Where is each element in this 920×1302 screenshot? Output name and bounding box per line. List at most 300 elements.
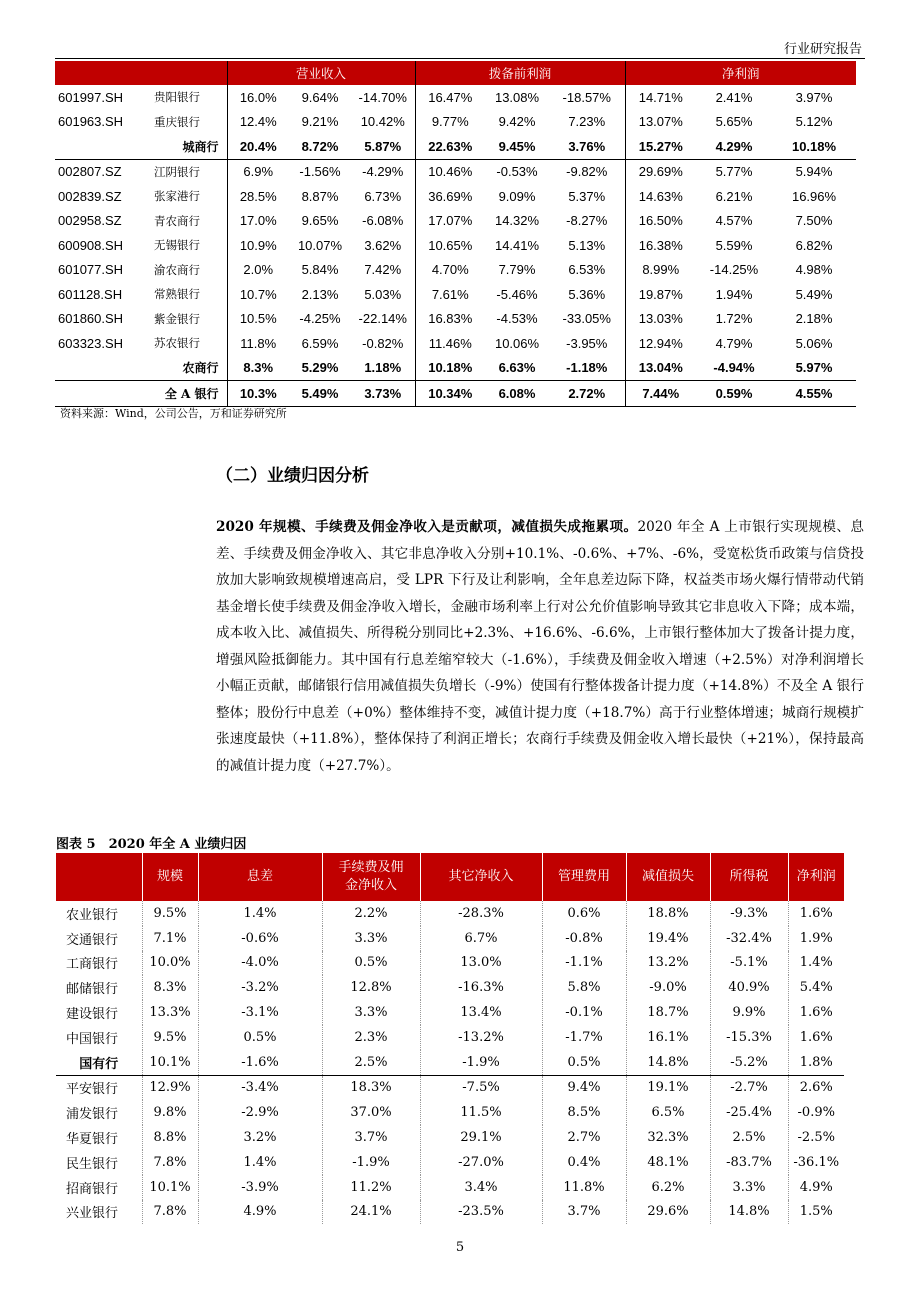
attribution-row	[56, 1025, 844, 1050]
value-cell: 4.29%	[696, 134, 772, 159]
value-cell: 2.41%	[715, 89, 753, 105]
header-blank	[55, 61, 149, 85]
value-cell: -3.9%	[198, 1175, 322, 1200]
value-cell: 12.9%	[142, 1075, 198, 1100]
value-cell: 1.5%	[799, 1204, 833, 1220]
value-cell: 37.0%	[322, 1100, 420, 1125]
value-cell: 3.73%	[351, 381, 415, 407]
paragraph-lead: 2020 年规模、手续费及佣金净收入是贡献项，减值损失成拖累项。	[216, 519, 638, 535]
value-cell: 8.3%	[142, 975, 198, 1000]
value-cell: 8.8%	[142, 1125, 198, 1150]
value-cell: 1.4%	[799, 955, 833, 971]
value-cell: -0.1%	[542, 1000, 626, 1025]
header-blank	[149, 61, 227, 85]
column-header: 息差	[198, 853, 322, 901]
value-cell: -9.82%	[566, 164, 608, 180]
value-cell: 5.37%	[568, 188, 606, 204]
value-cell: 9.8%	[142, 1100, 198, 1125]
value-cell: 10.65%	[415, 233, 485, 258]
stock-code: 002839.SZ	[58, 188, 122, 204]
value-cell: -2.5%	[797, 1130, 835, 1146]
value-cell: -1.1%	[542, 951, 626, 976]
value-cell: -0.82%	[362, 335, 404, 351]
bank-name: 兴业银行	[56, 1200, 142, 1225]
value-cell: 10.18%	[772, 134, 856, 159]
value-cell: 6.82%	[795, 237, 833, 253]
attribution-row	[56, 901, 844, 926]
value-cell: -4.29%	[362, 164, 404, 180]
value-cell: 6.73%	[364, 188, 402, 204]
value-cell: -5.46%	[496, 286, 538, 302]
value-cell: 6.9%	[227, 159, 289, 184]
value-cell: 18.3%	[322, 1075, 420, 1100]
table-row	[55, 282, 856, 307]
stock-code: 600908.SH	[58, 237, 124, 253]
value-cell: 7.61%	[415, 282, 485, 307]
value-cell: 11.8%	[227, 331, 289, 356]
value-cell: -3.95%	[566, 335, 608, 351]
bank-name: 常熟银行	[154, 287, 200, 302]
bank-name: 农业银行	[56, 901, 142, 926]
value-cell: -1.7%	[542, 1025, 626, 1050]
value-cell: 9.42%	[498, 114, 536, 130]
table-group-row	[55, 356, 856, 381]
value-cell: 16.47%	[415, 85, 485, 110]
value-cell: 29.1%	[420, 1125, 542, 1150]
value-cell: 5.65%	[715, 114, 753, 130]
value-cell: -15.3%	[710, 1025, 788, 1050]
value-cell: -4.0%	[198, 951, 322, 976]
value-cell: 7.8%	[142, 1200, 198, 1225]
value-cell: 2.7%	[542, 1125, 626, 1150]
attribution-row	[56, 1000, 844, 1025]
value-cell: 2.0%	[227, 258, 289, 283]
value-cell: 5.94%	[795, 164, 833, 180]
value-cell: 14.8%	[710, 1200, 788, 1225]
attribution-row	[56, 926, 844, 951]
table-row	[55, 258, 856, 283]
value-cell: 7.79%	[498, 262, 536, 278]
column-header: 管理费用	[542, 853, 626, 901]
value-cell: -4.25%	[299, 311, 341, 327]
value-cell: 36.69%	[415, 184, 485, 209]
section-title: （二）业绩归因分析	[216, 466, 369, 486]
attribution-row	[56, 1075, 844, 1100]
value-cell: -2.7%	[710, 1075, 788, 1100]
stock-code: 601077.SH	[58, 262, 124, 278]
value-cell: 16.83%	[415, 307, 485, 332]
value-cell: 5.13%	[568, 237, 606, 253]
value-cell: 6.2%	[626, 1175, 710, 1200]
value-cell: 8.72%	[289, 134, 351, 159]
value-cell: -6.08%	[362, 213, 404, 229]
attribution-row	[56, 1175, 844, 1200]
bank-name: 苏农银行	[154, 336, 200, 351]
header-rule	[55, 58, 865, 59]
value-cell: 1.6%	[799, 1005, 833, 1021]
value-cell: 3.62%	[364, 237, 402, 253]
value-cell: 0.5%	[542, 1050, 626, 1075]
value-cell: 9.5%	[142, 1025, 198, 1050]
table-row	[55, 307, 856, 332]
group-name: 农商行	[55, 356, 227, 381]
table-group-row	[55, 381, 856, 407]
value-cell: -0.53%	[496, 164, 538, 180]
column-header: 减值损失	[626, 853, 710, 901]
value-cell: 7.44%	[625, 381, 696, 407]
value-cell: 18.7%	[626, 1000, 710, 1025]
value-cell: 4.9%	[198, 1200, 322, 1225]
value-cell: 4.79%	[715, 335, 753, 351]
value-cell: 13.4%	[420, 1000, 542, 1025]
value-cell: 6.59%	[301, 335, 339, 351]
bank-name: 国有行	[56, 1050, 142, 1075]
value-cell: 9.45%	[485, 134, 549, 159]
value-cell: 14.71%	[625, 85, 696, 110]
table-source-note: 资料来源：Wind，公司公告，万和证券研究所	[60, 407, 287, 420]
value-cell: -9.0%	[626, 975, 710, 1000]
value-cell: -3.1%	[198, 1000, 322, 1025]
value-cell: -1.6%	[198, 1050, 322, 1075]
attribution-row	[56, 951, 844, 976]
bank-name: 张家港行	[154, 189, 200, 204]
value-cell: 5.29%	[289, 356, 351, 381]
group-name: 全 A 银行	[55, 381, 227, 407]
stock-code: 603323.SH	[58, 335, 124, 351]
table-row	[55, 159, 856, 184]
value-cell: 10.9%	[227, 233, 289, 258]
value-cell: 0.6%	[542, 901, 626, 926]
value-cell: 9.21%	[301, 114, 339, 130]
value-cell: 3.3%	[322, 1000, 420, 1025]
bank-growth-table	[55, 61, 856, 407]
stock-code: 601997.SH	[58, 89, 124, 105]
value-cell: 6.21%	[715, 188, 753, 204]
value-cell: -36.1%	[793, 1154, 840, 1170]
value-cell: -27.0%	[420, 1150, 542, 1175]
figure-caption: 图表 5 2020 年全 A 业绩归因	[56, 837, 247, 852]
value-cell: 3.97%	[795, 89, 833, 105]
value-cell: 19.4%	[626, 926, 710, 951]
column-header: 手续费及佣金净收入	[322, 853, 420, 901]
value-cell: 2.6%	[799, 1080, 833, 1096]
stock-code: 601128.SH	[58, 286, 123, 302]
value-cell: 32.3%	[626, 1125, 710, 1150]
table-group-row	[55, 134, 856, 159]
value-cell: 19.1%	[626, 1075, 710, 1100]
column-header: 其它净收入	[420, 853, 542, 901]
stock-code: 002958.SZ	[58, 213, 122, 229]
value-cell: 24.1%	[322, 1200, 420, 1225]
value-cell: 10.5%	[227, 307, 289, 332]
header-net-profit: 净利润	[625, 61, 856, 85]
value-cell: -22.14%	[358, 311, 407, 327]
value-cell: 0.4%	[542, 1150, 626, 1175]
attribution-header-row	[56, 853, 844, 901]
value-cell: 11.8%	[542, 1175, 626, 1200]
value-cell: -5.2%	[710, 1050, 788, 1075]
attribution-row	[56, 975, 844, 1000]
value-cell: 2.2%	[322, 901, 420, 926]
value-cell: 17.07%	[415, 209, 485, 234]
value-cell: 2.5%	[710, 1125, 788, 1150]
value-cell: -0.9%	[797, 1105, 835, 1121]
table-header-row	[55, 61, 856, 85]
value-cell: -3.2%	[198, 975, 322, 1000]
value-cell: -32.4%	[710, 926, 788, 951]
value-cell: 17.0%	[227, 209, 289, 234]
value-cell: 3.4%	[420, 1175, 542, 1200]
value-cell: 14.41%	[494, 237, 540, 253]
value-cell: 5.06%	[795, 335, 833, 351]
value-cell: 10.06%	[494, 335, 540, 351]
value-cell: -7.5%	[420, 1075, 542, 1100]
value-cell: 5.87%	[351, 134, 415, 159]
bank-name: 工商银行	[56, 951, 142, 976]
value-cell: 4.9%	[799, 1179, 833, 1195]
bank-name: 交通银行	[56, 926, 142, 951]
value-cell: 10.0%	[142, 951, 198, 976]
group-name: 城商行	[55, 134, 227, 159]
value-cell: 20.4%	[227, 134, 289, 159]
value-cell: -5.1%	[710, 951, 788, 976]
value-cell: -83.7%	[710, 1150, 788, 1175]
value-cell: 10.3%	[227, 381, 289, 407]
column-header: 所得税	[710, 853, 788, 901]
attribution-row	[56, 1125, 844, 1150]
value-cell: 4.55%	[772, 381, 856, 407]
value-cell: 16.96%	[791, 188, 837, 204]
table-row	[55, 184, 856, 209]
value-cell: 8.87%	[301, 188, 339, 204]
bank-name: 邮储银行	[56, 975, 142, 1000]
value-cell: 5.03%	[364, 286, 402, 302]
value-cell: 9.65%	[301, 213, 339, 229]
value-cell: 5.36%	[568, 286, 606, 302]
value-cell: 9.64%	[301, 89, 339, 105]
value-cell: 9.9%	[710, 1000, 788, 1025]
value-cell: -1.9%	[420, 1050, 542, 1075]
stock-code: 002807.SZ	[58, 164, 122, 180]
bank-name: 紫金银行	[154, 311, 200, 326]
value-cell: 10.07%	[297, 237, 343, 253]
value-cell: -14.25%	[709, 262, 759, 278]
value-cell: 13.0%	[420, 951, 542, 976]
value-cell: -1.56%	[299, 164, 341, 180]
value-cell: -4.94%	[696, 356, 772, 381]
value-cell: -33.05%	[562, 311, 611, 327]
value-cell: -2.9%	[198, 1100, 322, 1125]
value-cell: 1.8%	[788, 1050, 844, 1075]
table-row	[55, 331, 856, 356]
value-cell: -13.2%	[420, 1025, 542, 1050]
value-cell: 12.94%	[625, 331, 696, 356]
value-cell: 8.5%	[542, 1100, 626, 1125]
bank-name: 民生银行	[56, 1150, 142, 1175]
value-cell: 10.18%	[415, 356, 485, 381]
value-cell: 1.4%	[198, 1150, 322, 1175]
attribution-row	[56, 1150, 844, 1175]
value-cell: 3.3%	[322, 926, 420, 951]
stock-code: 601963.SH	[58, 114, 124, 130]
report-type-label: 行业研究报告	[783, 42, 862, 57]
value-cell: 2.18%	[795, 311, 833, 327]
value-cell: -28.3%	[420, 901, 542, 926]
value-cell: 1.18%	[351, 356, 415, 381]
value-cell: 5.97%	[772, 356, 856, 381]
value-cell: 1.9%	[799, 930, 833, 946]
value-cell: 9.4%	[542, 1075, 626, 1100]
value-cell: 10.34%	[415, 381, 485, 407]
value-cell: -18.57%	[562, 89, 611, 105]
value-cell: 3.3%	[710, 1175, 788, 1200]
value-cell: 16.50%	[625, 209, 696, 234]
value-cell: 2.3%	[322, 1025, 420, 1050]
value-cell: 13.08%	[494, 89, 540, 105]
value-cell: -16.3%	[420, 975, 542, 1000]
table-row	[55, 233, 856, 258]
value-cell: 4.98%	[795, 262, 833, 278]
value-cell: 10.46%	[415, 159, 485, 184]
value-cell: 13.04%	[625, 356, 696, 381]
bank-name: 平安银行	[56, 1075, 142, 1100]
value-cell: 5.59%	[715, 237, 753, 253]
value-cell: 18.8%	[626, 901, 710, 926]
value-cell: 19.87%	[625, 282, 696, 307]
bank-name: 贵阳银行	[154, 90, 200, 105]
header-revenue: 营业收入	[227, 61, 415, 85]
value-cell: 7.42%	[364, 262, 402, 278]
value-cell: 10.1%	[142, 1175, 198, 1200]
table-row	[55, 85, 856, 110]
value-cell: 12.4%	[227, 110, 289, 135]
value-cell: 16.38%	[625, 233, 696, 258]
value-cell: 22.63%	[415, 134, 485, 159]
value-cell: 9.09%	[498, 188, 536, 204]
value-cell: 6.7%	[420, 926, 542, 951]
table-row	[55, 110, 856, 135]
analysis-paragraph	[216, 514, 864, 779]
table-row	[55, 209, 856, 234]
attribution-group-row	[56, 1050, 844, 1075]
bank-name: 建设银行	[56, 1000, 142, 1025]
bank-name: 渝农商行	[154, 262, 200, 277]
value-cell: -1.18%	[549, 356, 625, 381]
value-cell: 3.7%	[322, 1125, 420, 1150]
value-cell: -8.27%	[566, 213, 608, 229]
bank-name: 华夏银行	[56, 1125, 142, 1150]
value-cell: -3.4%	[198, 1075, 322, 1100]
value-cell: -25.4%	[710, 1100, 788, 1125]
page-number: 5	[455, 1240, 465, 1255]
value-cell: 40.9%	[710, 975, 788, 1000]
value-cell: -14.70%	[358, 89, 407, 105]
bank-name: 招商银行	[56, 1175, 142, 1200]
value-cell: 11.5%	[420, 1100, 542, 1125]
value-cell: -23.5%	[420, 1200, 542, 1225]
value-cell: 6.63%	[485, 356, 549, 381]
column-header: 规模	[142, 853, 198, 901]
paragraph-body: 2020 年全 A 上市银行实现规模、息差、手续费及佣金净收入、其它非息净收入分别+10.1%、-0.6%、+7%、-6%，受宽松货币政策与信贷投放加大影响致规模增速高启，受 LPR 下行及让利影响，全年息差边际下降，权益类市场火爆行情带动代销基金增长使手续费及佣金净收入增长，金融市场利率上行对公允价值影响导致其它非息收入下降；成本端，成本收入比、减值损失、所得税分别同比+2.3%、+16.6%、-6.6%，上市银行整体加大了拨备计提力度，增强风险抵御能力。其中国有行息差缩窄较大（-1.6%），手续费及佣金收入增速（+2.5%）对净利润增长小幅正贡献，邮储银行信用减值损失负增长（-9%）使国有行整体拨备计提力度（+14.8%）不及全 A 银行整体；股份行中息差（+0%）整体维持不变，减值计提力度（+18.7%）高于行业整体增速；城商行规模扩张速度最快（+11.8%），整体保持了利润正增长；农商行手续费及佣金收入增长最快（+21%），保持最高的减值计提力度（+27.7%）。	[216, 519, 864, 774]
value-cell: 0.59%	[696, 381, 772, 407]
value-cell: 10.42%	[360, 114, 405, 130]
value-cell: 1.94%	[715, 286, 753, 302]
bank-name: 中国银行	[56, 1025, 142, 1050]
value-cell: 7.1%	[142, 926, 198, 951]
value-cell: 29.69%	[625, 159, 696, 184]
value-cell: 48.1%	[626, 1150, 710, 1175]
header-ppop: 拨备前利润	[415, 61, 625, 85]
value-cell: 11.2%	[322, 1175, 420, 1200]
value-cell: 13.2%	[626, 951, 710, 976]
bank-name: 重庆银行	[154, 114, 200, 129]
value-cell: 5.77%	[715, 164, 753, 180]
bank-name: 浦发银行	[56, 1100, 142, 1125]
bank-name: 无锡银行	[154, 238, 200, 253]
value-cell: 5.49%	[795, 286, 833, 302]
value-cell: 4.70%	[415, 258, 485, 283]
stock-code: 601860.SH	[58, 311, 124, 327]
value-cell: 2.13%	[301, 286, 339, 302]
value-cell: 4.57%	[715, 213, 753, 229]
value-cell: 9.5%	[142, 901, 198, 926]
value-cell: 1.6%	[799, 1029, 833, 1045]
value-cell: 8.3%	[227, 356, 289, 381]
value-cell: 16.0%	[227, 85, 289, 110]
value-cell: 29.6%	[626, 1200, 710, 1225]
value-cell: 9.77%	[415, 110, 485, 135]
bank-name: 青农商行	[154, 213, 200, 228]
value-cell: 14.32%	[494, 213, 540, 229]
value-cell: 13.3%	[142, 1000, 198, 1025]
value-cell: 8.99%	[625, 258, 696, 283]
value-cell: 1.72%	[715, 311, 753, 327]
column-header: 净利润	[788, 853, 844, 901]
value-cell: 2.72%	[549, 381, 625, 407]
value-cell: 13.03%	[625, 307, 696, 332]
value-cell: 5.4%	[799, 980, 833, 996]
value-cell: 5.49%	[289, 381, 351, 407]
value-cell: 28.5%	[227, 184, 289, 209]
value-cell: 3.76%	[549, 134, 625, 159]
value-cell: 5.8%	[542, 975, 626, 1000]
value-cell: 7.23%	[568, 114, 606, 130]
attribution-row	[56, 1200, 844, 1225]
value-cell: 15.27%	[625, 134, 696, 159]
value-cell: 6.53%	[568, 262, 606, 278]
value-cell: 0.5%	[198, 1025, 322, 1050]
value-cell: 12.8%	[322, 975, 420, 1000]
value-cell: 5.12%	[795, 114, 833, 130]
value-cell: 14.8%	[626, 1050, 710, 1075]
bank-name: 江阴银行	[154, 164, 200, 179]
value-cell: -9.3%	[710, 901, 788, 926]
value-cell: 1.4%	[198, 901, 322, 926]
value-cell: 16.1%	[626, 1025, 710, 1050]
attribution-row	[56, 1100, 844, 1125]
value-cell: 7.50%	[795, 213, 833, 229]
value-cell: -4.53%	[496, 311, 538, 327]
value-cell: 0.5%	[322, 951, 420, 976]
value-cell: 6.5%	[626, 1100, 710, 1125]
value-cell: -0.8%	[542, 926, 626, 951]
value-cell: 2.5%	[322, 1050, 420, 1075]
value-cell: 13.07%	[625, 110, 696, 135]
value-cell: 10.7%	[227, 282, 289, 307]
value-cell: 3.2%	[198, 1125, 322, 1150]
value-cell: 3.7%	[542, 1200, 626, 1225]
attribution-table	[56, 853, 844, 1224]
